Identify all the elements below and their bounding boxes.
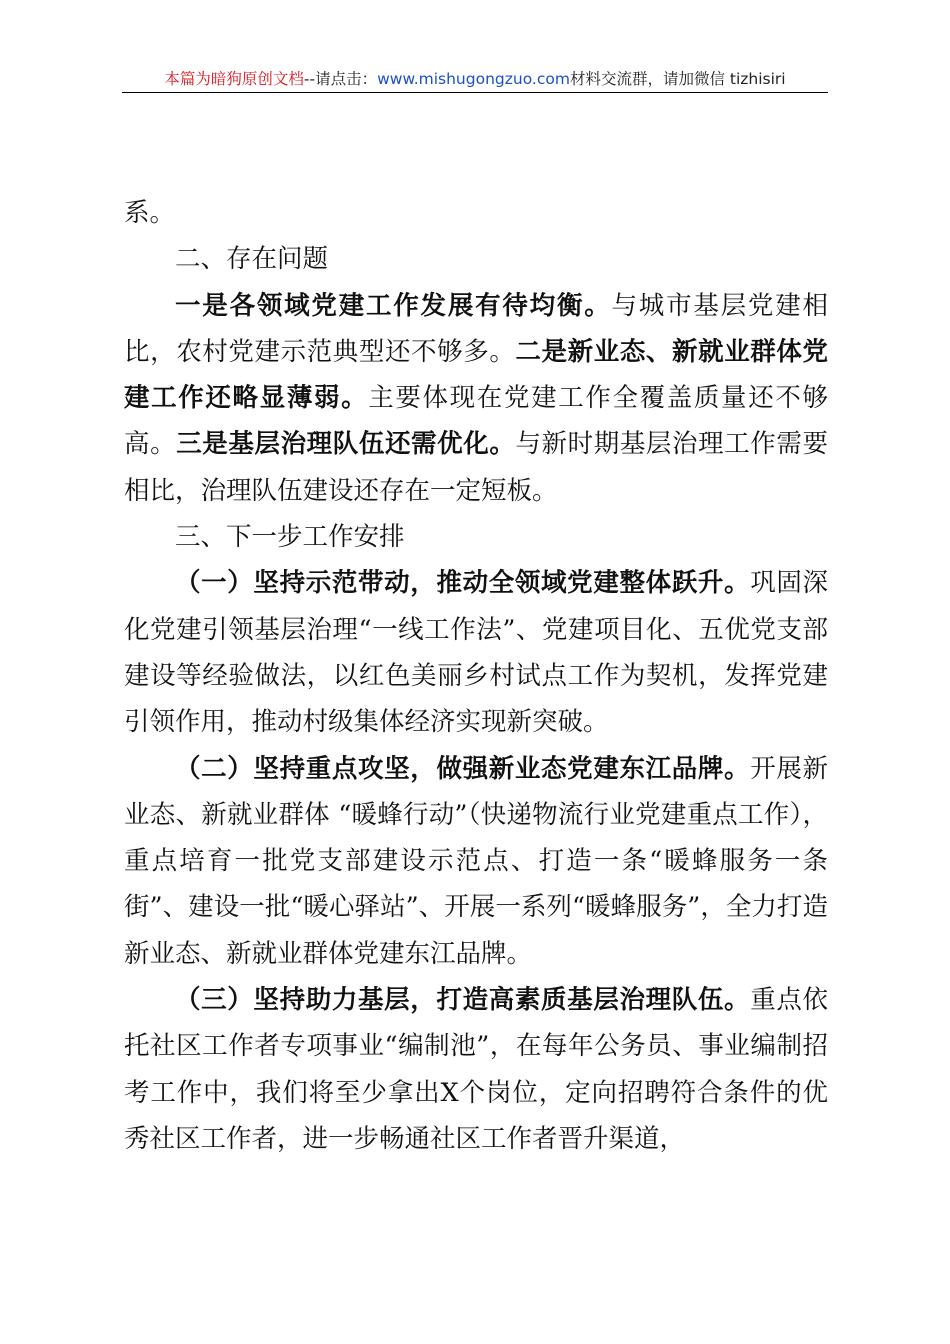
problem-1-title: 一是各领域党建工作发展有待均衡。 — [175, 290, 612, 321]
problem-2-title: 二是新业态、新就业群体党建工作还略显薄弱。 — [124, 336, 828, 414]
header-brand: 本篇为暗狗原创文档 — [164, 70, 304, 88]
section-heading-next-steps: 三、下一步工作安排 — [175, 522, 405, 553]
problem-1-text: 与城市基层党建相比，农村党建示范典型还不够多。 — [124, 290, 828, 367]
plan-item-3-title: （三）坚持助力基层，打造高素质基层治理队伍。 — [175, 985, 751, 1016]
problem-3-title: 三是基层治理队伍还需优化。 — [176, 429, 516, 460]
problems-paragraph — [124, 283, 828, 514]
plan-item-2-text: 开展新业态、新就业群体 “暖蜂行动”（快递物流行业党建重点工作），重点培育一批党支部建设示范点、打造一条“暖蜂服务一条街”、建设一批“暖心驿站”、开展一系列“暖蜂服务”，全力打造新业态、新就业群体党建东江品牌。 — [124, 753, 828, 969]
plan-item-3 — [124, 977, 828, 1162]
problem-2-text: 主要体现在党建工作全覆盖质量还不够高。 — [124, 383, 828, 460]
header-prompt: --请点击： — [303, 70, 378, 88]
document-body — [124, 190, 828, 1162]
plan-item-1-text: 巩固深化党建引领基层治理“一线工作法”、党建项目化、五优党支部建设等经验做法，以红色美丽乡村试点工作为契机，发挥党建引领作用，推动村级集体经济实现新突破。 — [124, 568, 828, 738]
plan-item-1 — [124, 560, 828, 745]
header-url-link[interactable]: www.mishugongzuo.com — [377, 70, 570, 88]
problem-3-text: 与新时期基层治理工作需要相比，治理队伍建设还存在一定短板。 — [124, 429, 828, 506]
plan-item-3-text: 重点依托社区工作者专项事业“编制池”，在每年公务员、事业编制招考工作中，我们将至少拿出X个岗位，定向招聘符合条件的优秀社区工作者，进一步畅通社区工作者晋升渠道， — [124, 985, 828, 1154]
section-heading-problems: 二、存在问题 — [175, 244, 329, 275]
plan-item-1-title: （一）坚持示范带动，推动全领域党建整体跃升。 — [175, 568, 751, 599]
continuation-text: 系。 — [124, 198, 176, 228]
plan-item-2-title: （二）坚持重点攻坚，做强新业态党建东江品牌。 — [175, 753, 751, 784]
page-header — [122, 66, 828, 93]
plan-item-2 — [124, 746, 828, 977]
header-contact: 材料交流群，请加微信 tizhisiri — [569, 70, 786, 88]
